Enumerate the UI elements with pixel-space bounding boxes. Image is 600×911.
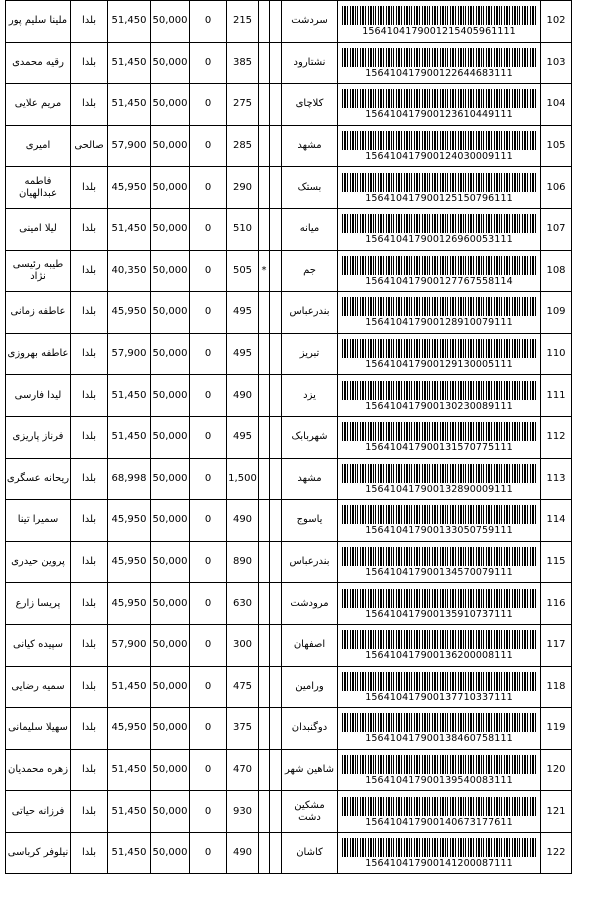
price-amount: 50,000 [151,832,190,874]
price-amount: 50,000 [151,624,190,666]
empty-cell [270,84,282,126]
mark-cell: * [259,250,270,292]
weight-value: 510 [227,208,259,250]
mark-cell [259,583,270,625]
zero-value: 0 [190,666,227,708]
city-name: سردشت [282,1,338,43]
table-row [6,624,572,666]
empty-cell [270,1,282,43]
weight-value: 285 [227,125,259,167]
table-row [6,84,572,126]
table-row [6,541,572,583]
city-name: شاهین شهر [282,749,338,791]
status-cell: بلدا [71,42,108,84]
barcode-icon [342,505,536,524]
city-name: تبریز [282,333,338,375]
city-name: بندرعباس [282,541,338,583]
barcode-cell [338,458,541,500]
recipient-name: نیلوفر کرباسی [6,832,71,874]
recipient-name: عاطفه زمانی [6,292,71,334]
table-row [6,167,572,209]
zero-value: 0 [190,832,227,874]
price-amount: 50,000 [151,458,190,500]
total-amount: 45,950 [108,708,151,750]
price-amount: 50,000 [151,708,190,750]
weight-value: 505 [227,250,259,292]
barcode-cell [338,84,541,126]
table-row [6,416,572,458]
zero-value: 0 [190,500,227,542]
recipient-name: امیری [6,125,71,167]
row-index: 116 [541,583,572,625]
total-amount: 51,450 [108,666,151,708]
row-index: 118 [541,666,572,708]
barcode-icon [342,672,536,691]
barcode-icon [342,713,536,732]
status-cell: بلدا [71,1,108,43]
weight-value: 215 [227,1,259,43]
total-amount: 45,950 [108,292,151,334]
row-index: 103 [541,42,572,84]
status-cell: بلدا [71,749,108,791]
price-amount: 50,000 [151,125,190,167]
empty-cell [270,250,282,292]
price-amount: 50,000 [151,84,190,126]
mark-cell [259,791,270,833]
row-index: 113 [541,458,572,500]
empty-cell [270,42,282,84]
weight-value: 495 [227,333,259,375]
mark-cell [259,333,270,375]
row-index: 114 [541,500,572,542]
total-amount: 57,900 [108,125,151,167]
row-index: 106 [541,167,572,209]
total-amount: 45,950 [108,541,151,583]
weight-value: 930 [227,791,259,833]
mark-cell [259,500,270,542]
barcode-icon [342,630,536,649]
barcode-number: 156410417900137710337111 [365,691,513,703]
barcode-icon [342,131,536,150]
barcode-number: 156410417900129130005111 [365,359,513,371]
total-amount: 51,450 [108,749,151,791]
status-cell: بلدا [71,458,108,500]
table-body [6,1,572,874]
weight-value: 495 [227,416,259,458]
recipient-name: لیلا امینی [6,208,71,250]
table-row [6,208,572,250]
weight-value: 490 [227,500,259,542]
row-index: 120 [541,749,572,791]
zero-value: 0 [190,541,227,583]
barcode-number: 156410417900141200087111 [365,858,513,870]
zero-value: 0 [190,125,227,167]
weight-value: 275 [227,84,259,126]
total-amount: 57,900 [108,624,151,666]
empty-cell [270,666,282,708]
recipient-name: سمیرا تینا [6,500,71,542]
weight-value: 890 [227,541,259,583]
barcode-icon [342,256,536,275]
barcode-cell [338,666,541,708]
barcode-cell [338,583,541,625]
status-cell: بلدا [71,333,108,375]
status-cell: بلدا [71,791,108,833]
barcode-icon [342,381,536,400]
barcode-icon [342,89,536,108]
city-name: یاسوج [282,500,338,542]
row-index: 111 [541,375,572,417]
recipient-name: ملینا سلیم پور [6,1,71,43]
recipient-name: فاطمه عبدالهیان [6,167,71,209]
barcode-number: 156410417900126960053111 [365,234,513,246]
empty-cell [270,749,282,791]
price-amount: 50,000 [151,250,190,292]
price-amount: 50,000 [151,292,190,334]
barcode-number: 156410417900130230089111 [365,400,513,412]
barcode-number: 156410417900136200008111 [365,650,513,662]
mark-cell [259,1,270,43]
barcode-cell [338,416,541,458]
barcode-number: 156410417900128910079111 [365,317,513,329]
barcode-icon [342,48,536,67]
barcode-icon [342,6,536,25]
table-row [6,583,572,625]
mark-cell [259,541,270,583]
recipient-name: پریسا زارع [6,583,71,625]
barcode-icon [342,838,536,857]
barcode-number: 156410417900124030009111 [365,151,513,163]
barcode-cell [338,333,541,375]
city-name: جم [282,250,338,292]
total-amount: 51,450 [108,208,151,250]
barcode-number: 156410417900135910737111 [365,608,513,620]
city-name: مشهد [282,458,338,500]
row-index: 122 [541,832,572,874]
recipient-name: عاطفه بهروزی [6,333,71,375]
barcode-number: 156410417900140673177611 [365,816,513,828]
barcode-icon [342,214,536,233]
barcode-number: 156410417900139540083111 [365,774,513,786]
empty-cell [270,500,282,542]
barcode-icon [342,464,536,483]
recipient-name: زهره محمدیان [6,749,71,791]
table-row [6,666,572,708]
barcode-cell [338,250,541,292]
recipient-name: ریحانه عسگری [6,458,71,500]
empty-cell [270,125,282,167]
total-amount: 51,450 [108,42,151,84]
table-row [6,749,572,791]
empty-cell [270,167,282,209]
row-index: 104 [541,84,572,126]
city-name: ورامین [282,666,338,708]
barcode-cell [338,167,541,209]
empty-cell [270,583,282,625]
mark-cell [259,666,270,708]
barcode-number: 1564104179001215405961111 [362,26,516,38]
barcode-number: 156410417900123610449111 [365,109,513,121]
price-amount: 50,000 [151,583,190,625]
price-amount: 50,000 [151,375,190,417]
zero-value: 0 [190,167,227,209]
city-name: کاشان [282,832,338,874]
barcode-cell [338,832,541,874]
empty-cell [270,292,282,334]
recipient-name: سهیلا سلیمانی [6,708,71,750]
empty-cell [270,375,282,417]
mark-cell [259,42,270,84]
total-amount: 45,950 [108,583,151,625]
zero-value: 0 [190,416,227,458]
price-amount: 50,000 [151,666,190,708]
total-amount: 40,350 [108,250,151,292]
barcode-icon [342,297,536,316]
recipient-name: رقیه محمدی [6,42,71,84]
zero-value: 0 [190,84,227,126]
barcode-cell [338,749,541,791]
mark-cell [259,167,270,209]
barcode-icon [342,422,536,441]
zero-value: 0 [190,458,227,500]
mark-cell [259,375,270,417]
status-cell: بلدا [71,832,108,874]
weight-value: 300 [227,624,259,666]
status-cell: بلدا [71,624,108,666]
barcode-cell [338,624,541,666]
recipient-name: پروین حیدری [6,541,71,583]
city-name: مشهد [282,125,338,167]
barcode-cell [338,708,541,750]
status-cell: بلدا [71,292,108,334]
weight-value: 475 [227,666,259,708]
price-amount: 50,000 [151,500,190,542]
price-amount: 50,000 [151,333,190,375]
city-name: مشکین دشت [282,791,338,833]
table-row [6,42,572,84]
empty-cell [270,708,282,750]
recipient-name: فرناز پاریزی [6,416,71,458]
status-cell: بلدا [71,375,108,417]
barcode-cell [338,541,541,583]
barcode-number: 156410417900138460758111 [365,733,513,745]
city-name: مرودشت [282,583,338,625]
mark-cell [259,624,270,666]
city-name: بندرعباس [282,292,338,334]
total-amount: 51,450 [108,791,151,833]
empty-cell [270,208,282,250]
shipment-table [5,0,572,874]
price-amount: 50,000 [151,42,190,84]
status-cell: بلدا [71,708,108,750]
weight-value: 375 [227,708,259,750]
recipient-name: فرزانه حیاتی [6,791,71,833]
recipient-name: لیدا فارسی [6,375,71,417]
table-row [6,250,572,292]
status-cell: بلدا [71,208,108,250]
total-amount: 51,450 [108,1,151,43]
weight-value: 630 [227,583,259,625]
recipient-name: سمیه رضایی [6,666,71,708]
city-name: بستک [282,167,338,209]
recipient-name: سپیده کیانی [6,624,71,666]
city-name: میانه [282,208,338,250]
total-amount: 68,998 [108,458,151,500]
zero-value: 0 [190,250,227,292]
status-cell: بلدا [71,666,108,708]
price-amount: 50,000 [151,791,190,833]
table-row [6,791,572,833]
weight-value: 1,500 [227,458,259,500]
row-index: 121 [541,791,572,833]
zero-value: 0 [190,583,227,625]
status-cell: بلدا [71,250,108,292]
zero-value: 0 [190,749,227,791]
table-row [6,832,572,874]
status-cell: بلدا [71,84,108,126]
weight-value: 490 [227,832,259,874]
weight-value: 470 [227,749,259,791]
table-row [6,1,572,43]
table-row [6,708,572,750]
total-amount: 51,450 [108,832,151,874]
barcode-number: 156410417900133050759111 [365,525,513,537]
price-amount: 50,000 [151,208,190,250]
weight-value: 490 [227,375,259,417]
price-amount: 50,000 [151,416,190,458]
mark-cell [259,749,270,791]
row-index: 105 [541,125,572,167]
empty-cell [270,458,282,500]
row-index: 108 [541,250,572,292]
zero-value: 0 [190,375,227,417]
barcode-cell [338,42,541,84]
total-amount: 57,900 [108,333,151,375]
price-amount: 50,000 [151,749,190,791]
mark-cell [259,84,270,126]
zero-value: 0 [190,208,227,250]
weight-value: 290 [227,167,259,209]
barcode-cell [338,292,541,334]
mark-cell [259,292,270,334]
zero-value: 0 [190,333,227,375]
zero-value: 0 [190,624,227,666]
city-name: یزد [282,375,338,417]
city-name: نشتارود [282,42,338,84]
barcode-icon [342,755,536,774]
zero-value: 0 [190,708,227,750]
barcode-cell [338,375,541,417]
zero-value: 0 [190,1,227,43]
row-index: 107 [541,208,572,250]
city-name: کلاچای [282,84,338,126]
barcode-cell [338,208,541,250]
empty-cell [270,791,282,833]
barcode-cell [338,791,541,833]
total-amount: 51,450 [108,84,151,126]
barcode-number: 156410417900125150796111 [365,192,513,204]
barcode-icon [342,547,536,566]
total-amount: 45,950 [108,500,151,542]
barcode-number: 156410417900134570079111 [365,567,513,579]
table-row [6,333,572,375]
mark-cell [259,708,270,750]
recipient-name: طیبه رئیسی نژاد [6,250,71,292]
price-amount: 50,000 [151,167,190,209]
status-cell: صالحی [71,125,108,167]
price-amount: 50,000 [151,541,190,583]
barcode-number: 156410417900122644683111 [365,67,513,79]
status-cell: بلدا [71,583,108,625]
row-index: 102 [541,1,572,43]
total-amount: 51,450 [108,375,151,417]
status-cell: بلدا [71,541,108,583]
row-index: 117 [541,624,572,666]
status-cell: بلدا [71,500,108,542]
weight-value: 385 [227,42,259,84]
empty-cell [270,541,282,583]
status-cell: بلدا [71,167,108,209]
table-row [6,375,572,417]
mark-cell [259,416,270,458]
table-row [6,292,572,334]
total-amount: 51,450 [108,416,151,458]
city-name: شهربابک [282,416,338,458]
city-name: اصفهان [282,624,338,666]
table-row [6,125,572,167]
barcode-icon [342,797,536,816]
row-index: 119 [541,708,572,750]
zero-value: 0 [190,791,227,833]
barcode-cell [338,125,541,167]
empty-cell [270,832,282,874]
recipient-name: مریم علایی [6,84,71,126]
status-cell: بلدا [71,416,108,458]
barcode-cell [338,1,541,43]
total-amount: 45,950 [108,167,151,209]
barcode-icon [342,339,536,358]
city-name: دوگنبدان [282,708,338,750]
row-index: 115 [541,541,572,583]
zero-value: 0 [190,42,227,84]
mark-cell [259,458,270,500]
table-row [6,500,572,542]
empty-cell [270,624,282,666]
row-index: 109 [541,292,572,334]
empty-cell [270,333,282,375]
empty-cell [270,416,282,458]
weight-value: 495 [227,292,259,334]
mark-cell [259,125,270,167]
barcode-cell [338,500,541,542]
mark-cell [259,832,270,874]
barcode-number: 156410417900127767558114 [365,275,513,287]
barcode-icon [342,173,536,192]
barcode-icon [342,589,536,608]
table-row [6,458,572,500]
row-index: 112 [541,416,572,458]
barcode-number: 156410417900132890009111 [365,483,513,495]
barcode-number: 156410417900131570775111 [365,442,513,454]
row-index: 110 [541,333,572,375]
mark-cell [259,208,270,250]
zero-value: 0 [190,292,227,334]
price-amount: 50,000 [151,1,190,43]
